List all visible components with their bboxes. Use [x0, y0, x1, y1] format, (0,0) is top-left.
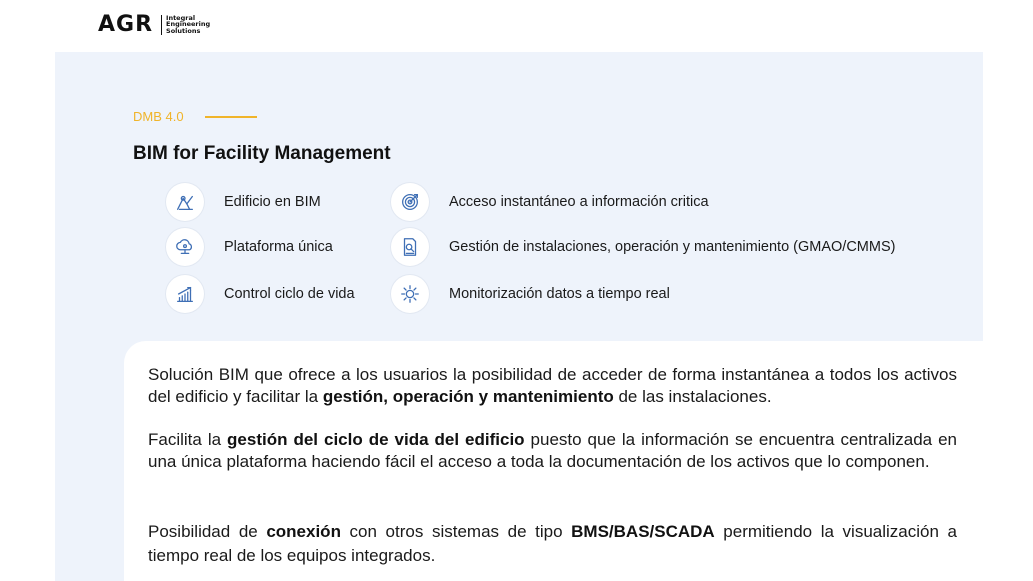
eyebrow-rule [205, 116, 257, 118]
growth-chart-icon [166, 275, 204, 313]
eyebrow-label: DMB 4.0 [133, 109, 184, 124]
text-run: Solución BIM que ofrece a los usuarios la posibilidad de acceder de forma instantánea a todos los activos del edificio y facilitar la [148, 365, 957, 406]
bold-text: gestión, operación y mantenimiento [322, 387, 614, 406]
feature-label: Control ciclo de vida [224, 286, 355, 302]
logo-wordmark: AGR [98, 12, 154, 37]
feature-label: Edificio en BIM [224, 194, 321, 210]
document-search-icon [391, 228, 429, 266]
paragraph-connection [148, 520, 957, 568]
text-run: puesto que la información se encuentra centralizada en una única plataforma haciendo fácil el acceso a toda la documentación de los activos que lo componen. [148, 430, 958, 471]
feature-label: Monitorización datos a tiempo real [449, 286, 670, 302]
text-run: Posibilidad de [148, 522, 267, 541]
building-bim-icon [166, 183, 204, 221]
cloud-platform-icon [166, 228, 204, 266]
company-logo [98, 12, 210, 37]
logo-tagline [166, 15, 210, 35]
logo-tagline-line: Engineering [166, 20, 211, 29]
paragraph-lifecycle [148, 429, 957, 473]
feature-label: Gestión de instalaciones, operación y mantenimiento (GMAO/CMMS) [449, 239, 896, 255]
feature-item [391, 228, 895, 266]
logo-tagline-line: Solutions [166, 26, 201, 35]
feature-item [166, 275, 355, 313]
gear-monitor-icon [391, 275, 429, 313]
target-icon [391, 183, 429, 221]
feature-label: Acceso instantáneo a información critica [449, 194, 709, 210]
logo-tagline-line: Integral [166, 13, 196, 22]
text-run: Facilita la [148, 430, 228, 449]
feature-item [391, 275, 670, 313]
logo-card [0, 0, 270, 52]
section-eyebrow [133, 109, 257, 124]
feature-label: Plataforma única [224, 239, 333, 255]
text-run: de las instalaciones. [613, 387, 772, 406]
page-title: BIM for Facility Management [133, 143, 391, 164]
bold-text: conexión [266, 522, 341, 541]
text-run: con otros sistemas de tipo [340, 522, 572, 541]
logo-divider [161, 15, 162, 35]
feature-item [166, 228, 333, 266]
feature-item [391, 183, 709, 221]
bold-text: gestión del ciclo de vida del edificio [227, 430, 525, 449]
text-run: permitiendo la visualización a tiempo real de los equipos integrados. [148, 522, 957, 565]
paragraph-overview [148, 364, 957, 408]
bold-text: BMS/BAS/SCADA [571, 522, 715, 541]
feature-item [166, 183, 321, 221]
